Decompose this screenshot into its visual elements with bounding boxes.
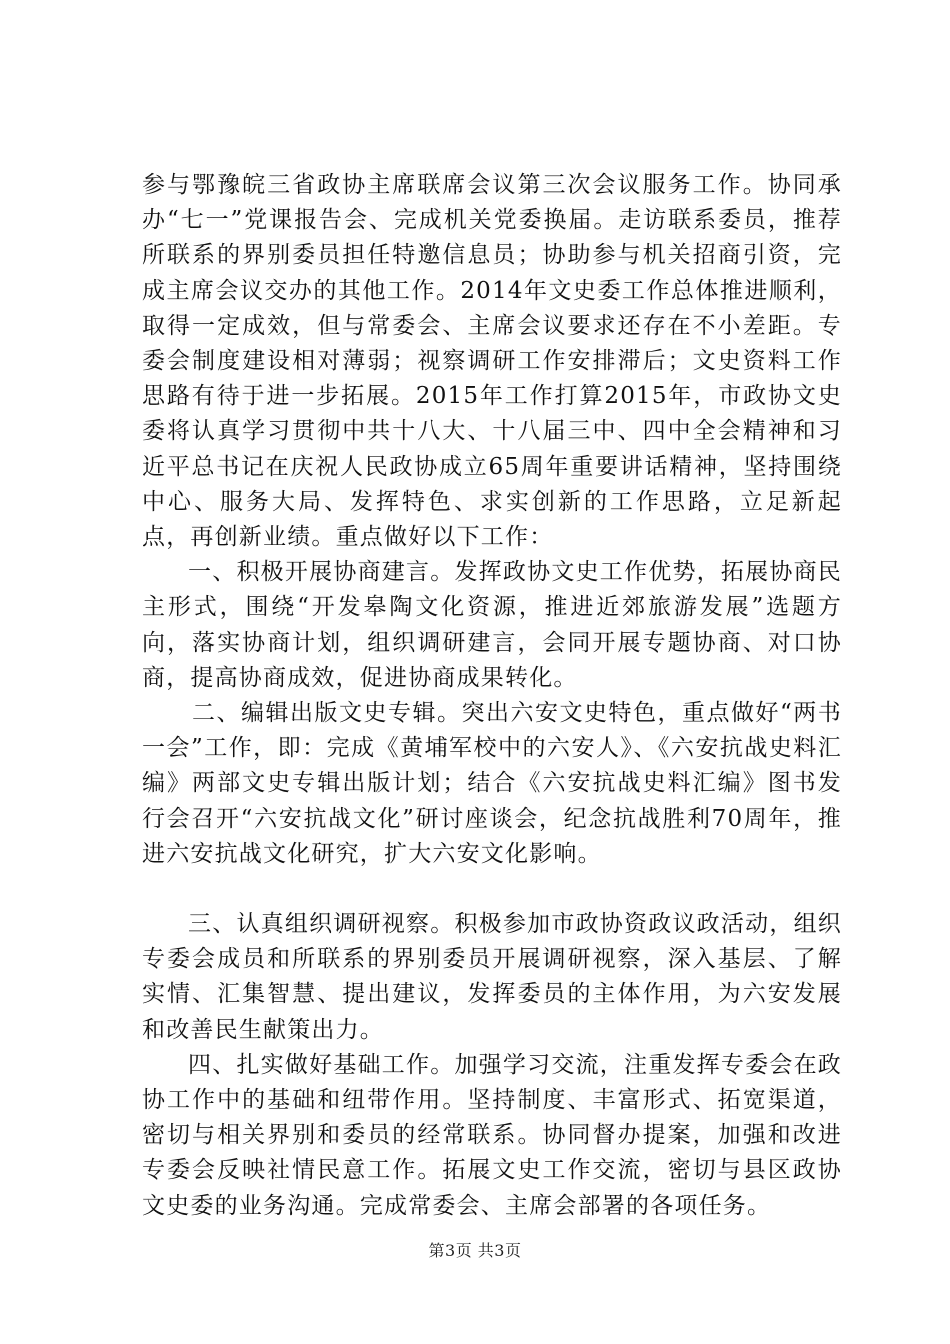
paragraph-item-1: 一、积极开展协商建言。发挥政协文史工作优势，拓展协商民主形式，围绕“开发皋陶文化资源，推进近郊旅游发展”选题方向，落实协商计划，组织调研建言，会同开展专题协商、对口协商，提高协商成效，促进协商成果转化。: [142, 559, 842, 691]
paragraph-item-4: 四、扎实做好基础工作。加强学习交流，注重发挥专委会在政协工作中的基础和纽带作用。坚持制度、丰富形式、拓宽渠道，密切与相关界别和委员的经常联系。协同督办提案，加强和改进专委会反映社情民意工作。拓展文史工作交流，密切与县区政协文史委的业务沟通。完成常委会、主席会部署的各项任务。: [142, 1051, 842, 1219]
paragraph-item-2: 二、编辑出版文史专辑。突出六安文史特色，重点做好“两书一会”工作，即：完成《黄埔军校中的六安人》、《六安抗战史料汇编》两部文史专辑出版计划；结合《六安抗战史料汇编》图书发行会召开“六安抗战文化”研讨座谈会，纪念抗战胜利70周年，推进六安抗战文化研究，扩大六安文化影响。: [142, 700, 842, 867]
paragraph-continuation: 参与鄂豫皖三省政协主席联席会议第三次会议服务工作。协同承办“七一”党课报告会、完成机关党委换届。走访联系委员，推荐所联系的界别委员担任特邀信息员；协助参与机关招商引资，完成主席会议交办的其他工作。2014年文史委工作总体推进顺利，取得一定成效，但与常委会、主席会议要求还存在不小差距。专委会制度建设相对薄弱；视察调研工作安排滞后；文史资料工作思路有待于进一步拓展。2015年工作打算2015年，市政协文史委将认真学习贯彻中共十八大、十八届三中、四中全会精神和习近平总书记在庆祝人民政协成立65周年重要讲话精神，坚持围绕中心、服务大局、发挥特色、求实创新的工作思路，立足新起点，再创新业绩。重点做好以下工作：: [142, 172, 842, 551]
document-body: [142, 168, 842, 1224]
page-footer: 第3页 共3页: [428, 1241, 522, 1260]
paragraph-item-3: 三、认真组织调研视察。积极参加市政协资政议政活动，组织专委会成员和所联系的界别委员开展调研视察，深入基层、了解实情、汇集智慧、提出建议，发挥委员的主体作用，为六安发展和改善民生献策出力。: [142, 911, 842, 1043]
